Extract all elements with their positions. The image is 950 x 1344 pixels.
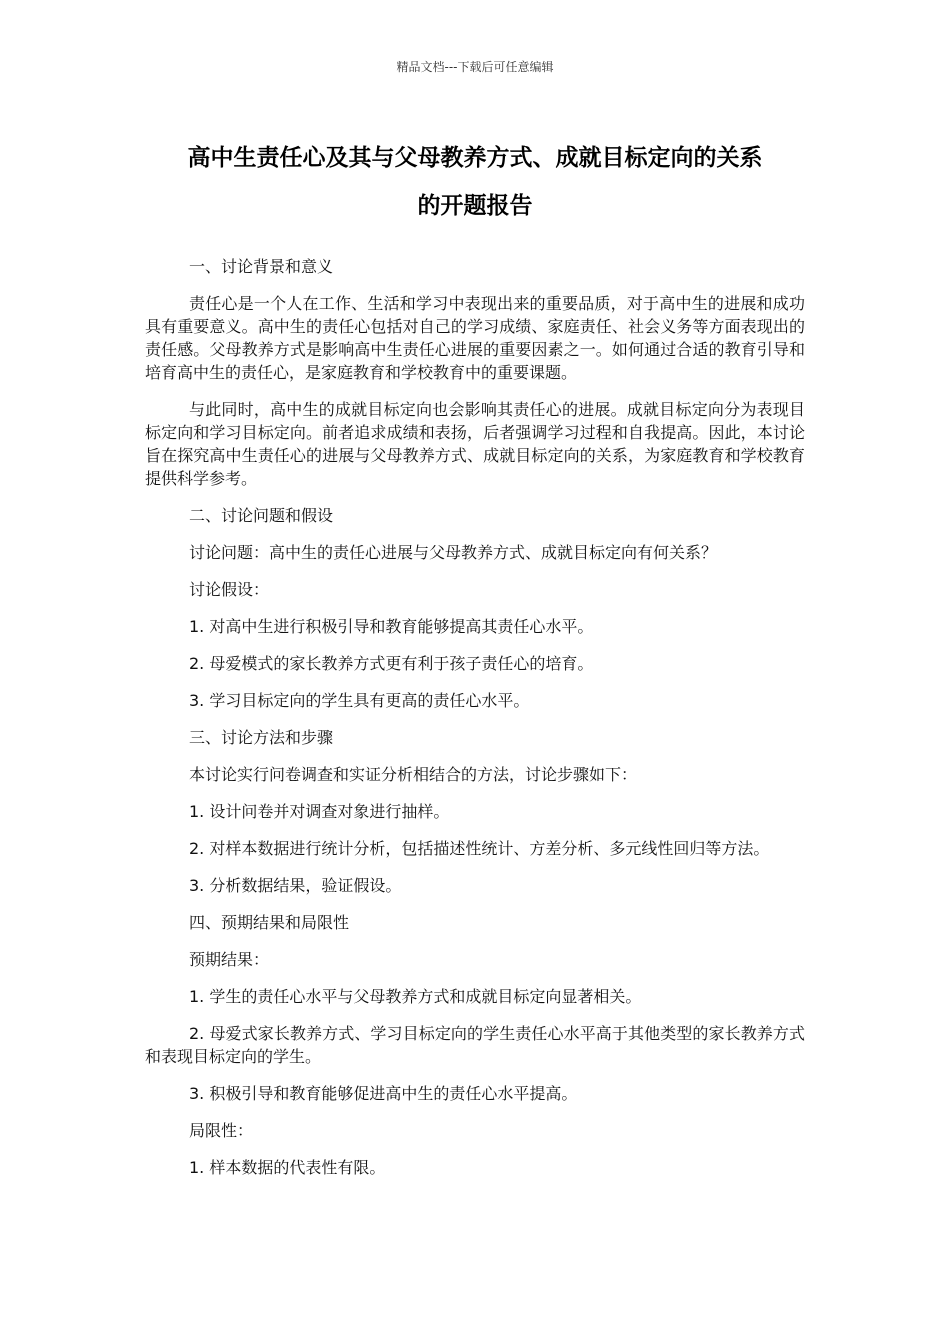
section-heading-results: 四、预期结果和局限性 bbox=[189, 913, 350, 932]
list-item-hypothesis-1: 1. 对高中生进行积极引导和教育能够提高其责任心水平。 bbox=[189, 617, 594, 636]
section-heading-questions: 二、讨论问题和假设 bbox=[189, 506, 334, 525]
paragraph-responsibility: 责任心是一个人在工作、生活和学习中表现出来的重要品质，对于高中生的进展和成功具有重要意义。高中生的责任心包括对自己的学习成绩、家庭责任、社会义务等方面表现出的责任感。父母教养方式是影响高中生责任心进展的重要因素之一。如何通过合适的教育引导和培育高中生的责任心，是家庭教育和学校教育中的重要课题。 bbox=[145, 294, 805, 382]
section-heading-methods: 三、讨论方法和步骤 bbox=[189, 728, 334, 747]
document-title bbox=[100, 134, 850, 230]
list-item-step-3: 3. 分析数据结果，验证假设。 bbox=[189, 876, 402, 895]
list-item-hypothesis-3: 3. 学习目标定向的学生具有更高的责任心水平。 bbox=[189, 691, 530, 710]
page-header: 精品文档---下载后可任意编辑 bbox=[396, 60, 554, 74]
document-body bbox=[145, 255, 805, 1193]
list-item-step-2: 2. 对样本数据进行统计分析，包括描述性统计、方差分析、多元线性回归等方法。 bbox=[189, 839, 770, 858]
document-title-line-2: 的开题报告 bbox=[417, 193, 533, 219]
paragraph-limitations-label: 局限性： bbox=[189, 1121, 254, 1140]
paragraph-research-question: 讨论问题：高中生的责任心进展与父母教养方式、成就目标定向有何关系？ bbox=[189, 543, 718, 562]
list-item-hypothesis-2: 2. 母爱模式的家长教养方式更有利于孩子责任心的培育。 bbox=[189, 654, 594, 673]
section-heading-background: 一、讨论背景和意义 bbox=[189, 257, 334, 276]
paragraph-methods-intro: 本讨论实行问卷调查和实证分析相结合的方法，讨论步骤如下： bbox=[189, 765, 638, 784]
list-item-step-1: 1. 设计问卷并对调查对象进行抽样。 bbox=[189, 802, 450, 821]
list-item-expected-2: 2. 母爱式家长教养方式、学习目标定向的学生责任心水平高于其他类型的家长教养方式和表现目标定向的学生。 bbox=[145, 1024, 805, 1066]
list-item-expected-1: 1. 学生的责任心水平与父母教养方式和成就目标定向显著相关。 bbox=[189, 987, 642, 1006]
paragraph-goal-orientation: 与此同时，高中生的成就目标定向也会影响其责任心的进展。成就目标定向分为表现目标定向和学习目标定向。前者追求成绩和表扬，后者强调学习过程和自我提高。因此，本讨论旨在探究高中生责任心的进展与父母教养方式、成就目标定向的关系，为家庭教育和学校教育提供科学参考。 bbox=[145, 400, 805, 488]
document-title-line-1: 高中生责任心及其与父母教养方式、成就目标定向的关系 bbox=[187, 145, 763, 171]
paragraph-expected-label: 预期结果： bbox=[189, 950, 270, 969]
list-item-limitation-1: 1. 样本数据的代表性有限。 bbox=[189, 1158, 386, 1177]
paragraph-hypotheses-label: 讨论假设： bbox=[189, 580, 270, 599]
list-item-expected-3: 3. 积极引导和教育能够促进高中生的责任心水平提高。 bbox=[189, 1084, 578, 1103]
